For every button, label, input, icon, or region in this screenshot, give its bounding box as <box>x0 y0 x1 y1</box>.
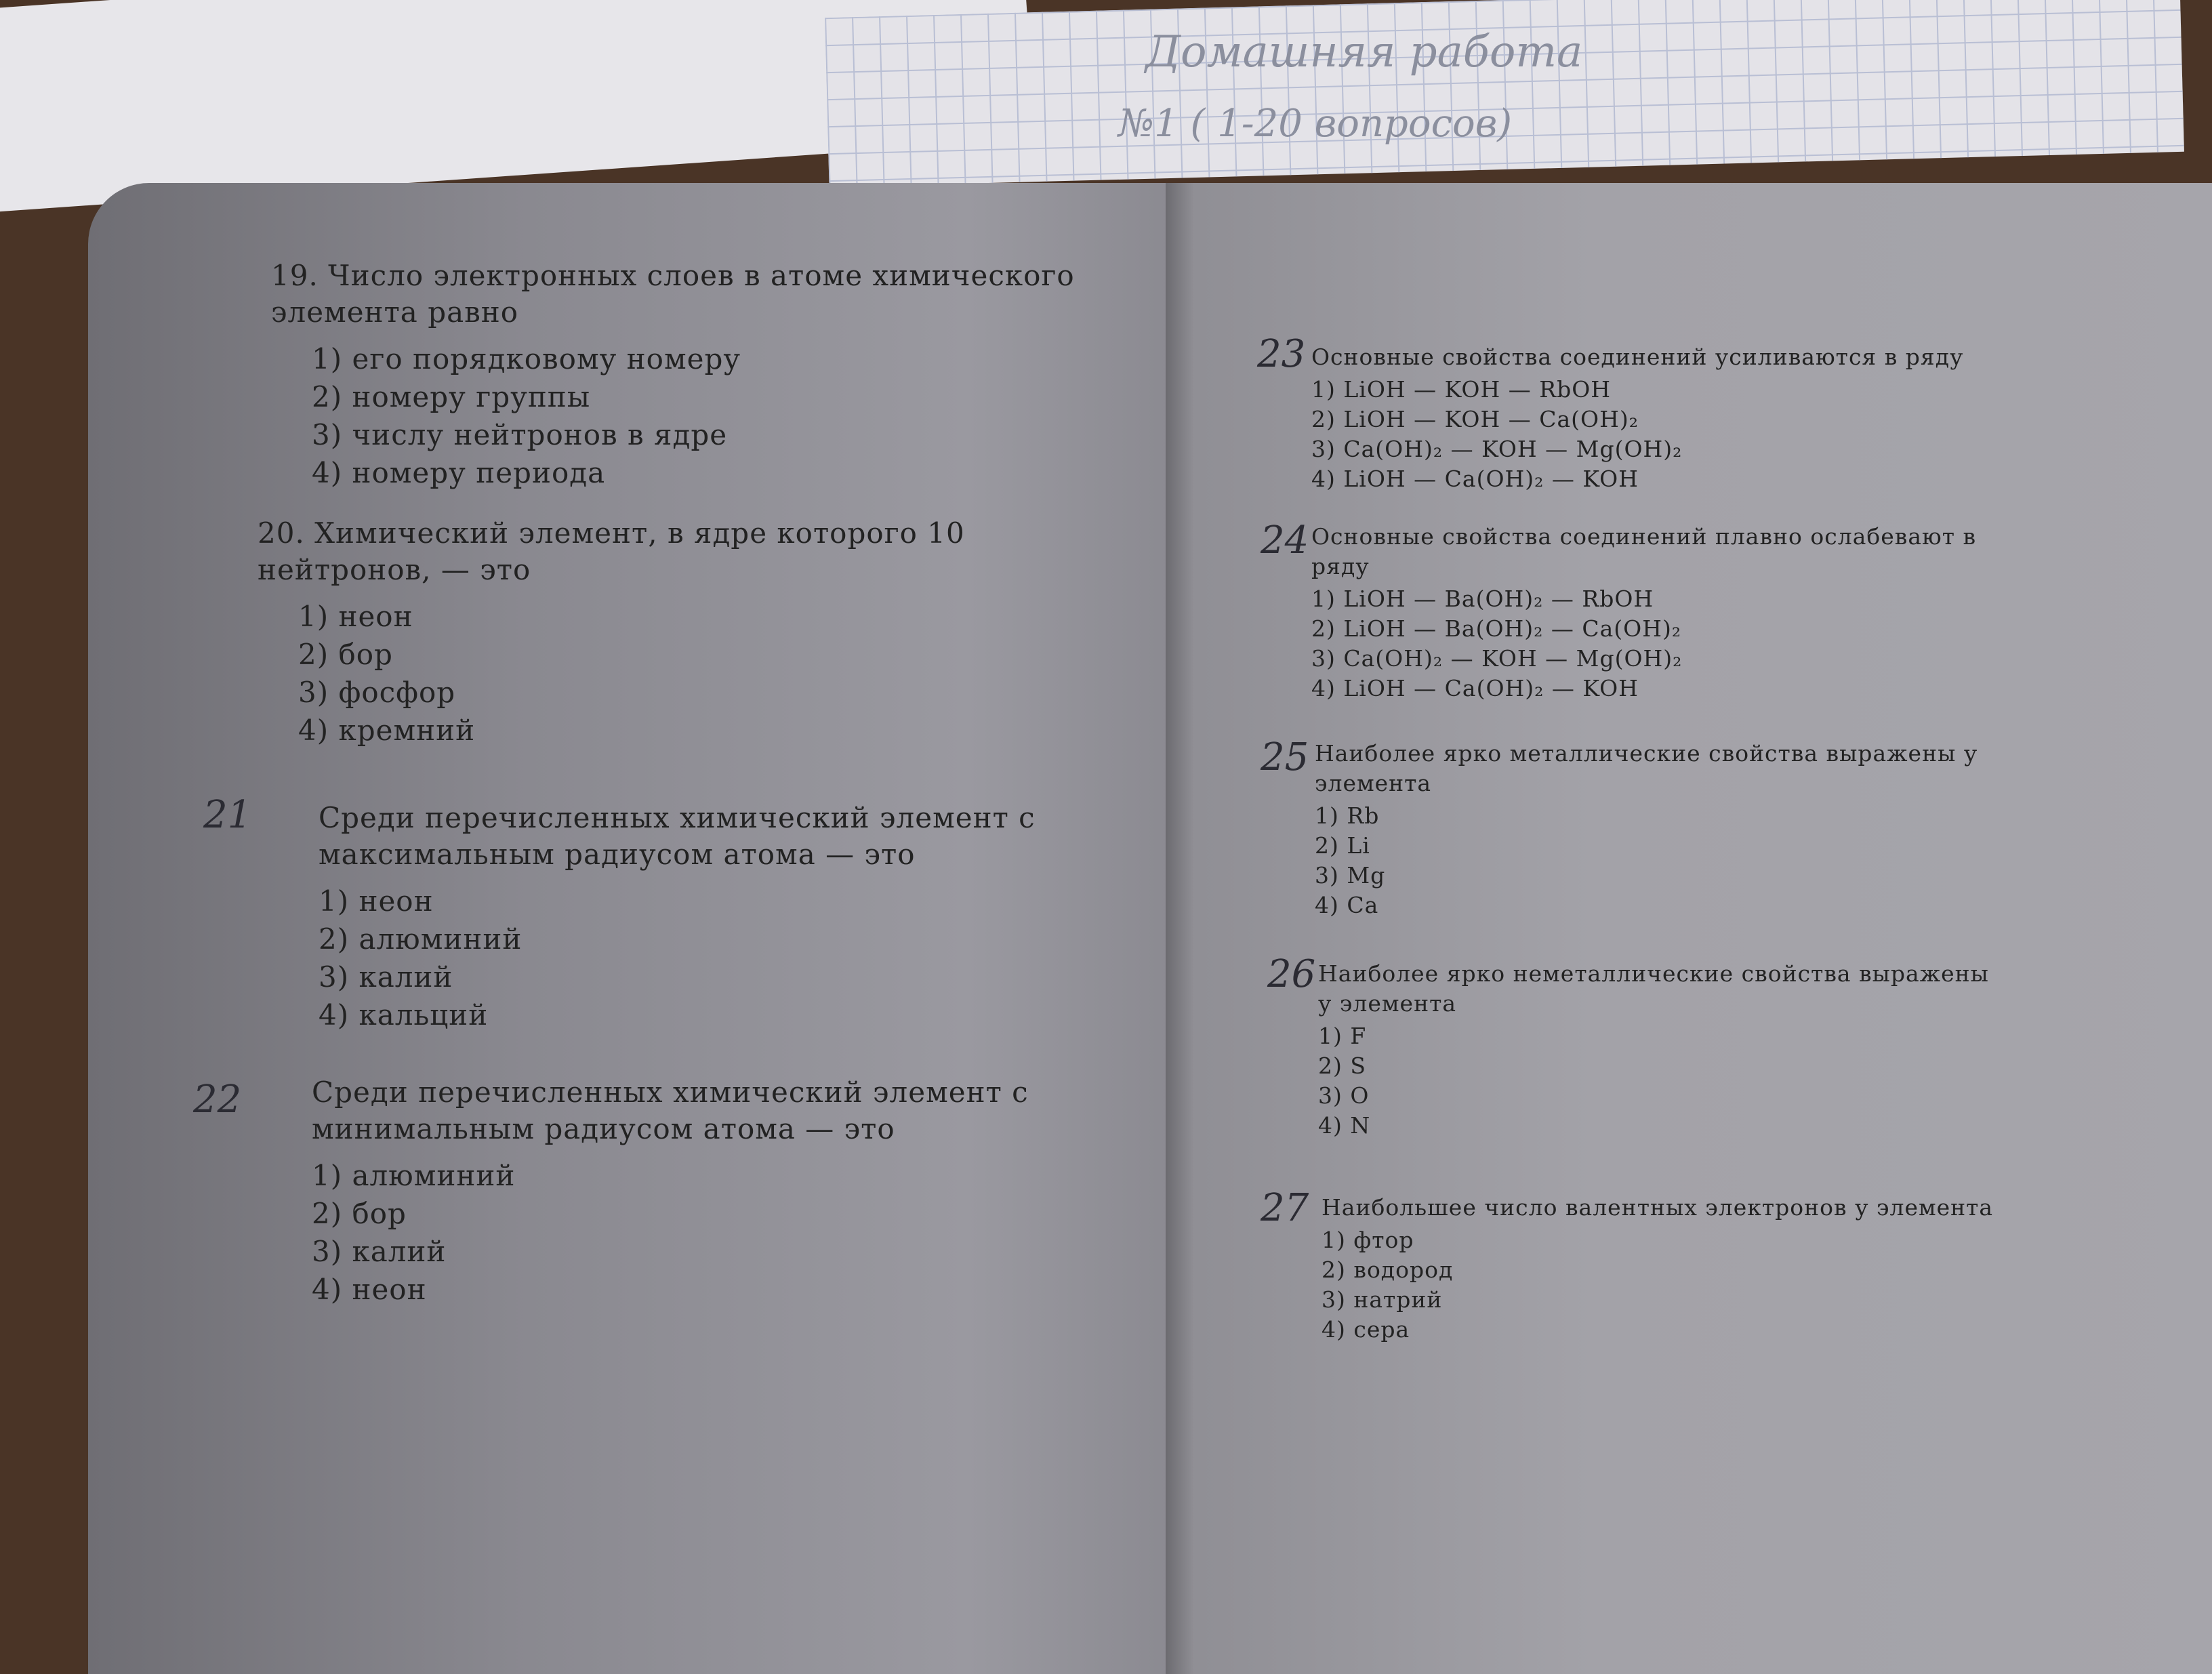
option: 1) LiOH — Ba(OH)₂ — RbOH <box>1311 586 1654 612</box>
question-number: 19. <box>271 259 319 292</box>
option: 2) Li <box>1315 832 1370 859</box>
question-25 <box>1315 739 2006 920</box>
option: 3) калий <box>319 960 453 994</box>
handwritten-number: 22 <box>193 1078 242 1122</box>
option: 2) номеру группы <box>312 380 591 413</box>
handwritten-subtitle: №1 ( 1-20 вопросов) <box>1118 102 1513 146</box>
option: 3) O <box>1318 1082 1370 1109</box>
option: 3) числу нейтронов в ядре <box>312 418 728 451</box>
question-number: 20. <box>258 516 305 550</box>
option: 3) фосфор <box>298 676 456 709</box>
handwritten-number: 26 <box>1267 952 1316 996</box>
option: 4) сера <box>1322 1316 1410 1343</box>
option: 4) номеру периода <box>312 456 606 489</box>
option: 2) алюминий <box>319 922 523 956</box>
option: 2) LiOH — KOH — Ca(OH)₂ <box>1311 406 1639 432</box>
option: 2) S <box>1318 1053 1366 1079</box>
option: 4) неон <box>312 1273 427 1306</box>
handwritten-number: 25 <box>1261 735 1309 779</box>
option: 4) кремний <box>298 714 476 747</box>
question-stem: Основные свойства соединений усиливаются в ряду <box>1311 344 1964 370</box>
option: 4) LiOH — Ca(OH)₂ — KOH <box>1311 466 1639 492</box>
option: 3) Ca(OH)₂ — KOH — Mg(OH)₂ <box>1311 645 1683 672</box>
question-27 <box>1322 1193 2013 1345</box>
question-stem: Наибольшее число валентных электронов у элемента <box>1322 1194 1994 1221</box>
option: 4) N <box>1318 1112 1371 1139</box>
option: 4) LiOH — Ca(OH)₂ — KOH <box>1311 675 1639 701</box>
question-stem: Наиболее ярко неметаллические свойства выражены у элемента <box>1318 960 1989 1017</box>
question-21 <box>319 800 1118 1034</box>
question-stem: 20. Химический элемент, в ядре которого 10 нейтронов, — это <box>258 516 965 586</box>
option: 4) кальций <box>319 998 489 1032</box>
option: 2) водород <box>1322 1257 1454 1283</box>
option: 3) натрий <box>1322 1286 1443 1313</box>
option: 4) Ca <box>1315 892 1379 918</box>
option: 1) Rb <box>1315 802 1380 829</box>
option: 3) калий <box>312 1235 447 1268</box>
option: 1) фтор <box>1322 1227 1414 1253</box>
option: 1) его порядковому номеру <box>312 342 741 375</box>
handwritten-title: Домашняя работа <box>1145 27 1583 77</box>
question-stem: Среди перечисленных химический элемент с минимальным радиусом атома — это <box>312 1076 1029 1145</box>
option: 3) Ca(OH)₂ — KOH — Mg(OH)₂ <box>1311 436 1683 462</box>
question-stem: Основные свойства соединений плавно ослабевают в ряду <box>1311 523 1977 579</box>
handwritten-number: 27 <box>1261 1186 1309 1230</box>
question-19 <box>271 258 1111 492</box>
question-stem: 19. Число электронных слоев в атоме химического элемента равно <box>271 259 1075 329</box>
question-20 <box>258 515 1111 750</box>
handwritten-number: 24 <box>1261 518 1309 563</box>
question-23 <box>1311 342 2003 494</box>
option: 2) бор <box>312 1197 407 1230</box>
option: 2) бор <box>298 638 393 671</box>
question-stem: Наиболее ярко металлические свойства выражены у элемента <box>1315 740 1978 796</box>
question-26 <box>1318 959 2009 1141</box>
option: 3) Mg <box>1315 862 1386 889</box>
question-22 <box>312 1074 1118 1309</box>
question-24 <box>1311 522 2003 703</box>
question-stem: Среди перечисленных химический элемент с максимальным радиусом атома — это <box>319 801 1036 871</box>
option: 1) неон <box>319 884 434 918</box>
handwritten-number: 23 <box>1257 332 1306 376</box>
handwritten-number: 21 <box>203 793 252 837</box>
option: 1) LiOH — KOH — RbOH <box>1311 376 1612 403</box>
option: 1) неон <box>298 600 413 633</box>
option: 2) LiOH — Ba(OH)₂ — Ca(OH)₂ <box>1311 615 1682 642</box>
option: 1) алюминий <box>312 1159 516 1192</box>
option: 1) F <box>1318 1023 1367 1049</box>
book-gutter <box>1166 183 1193 1674</box>
